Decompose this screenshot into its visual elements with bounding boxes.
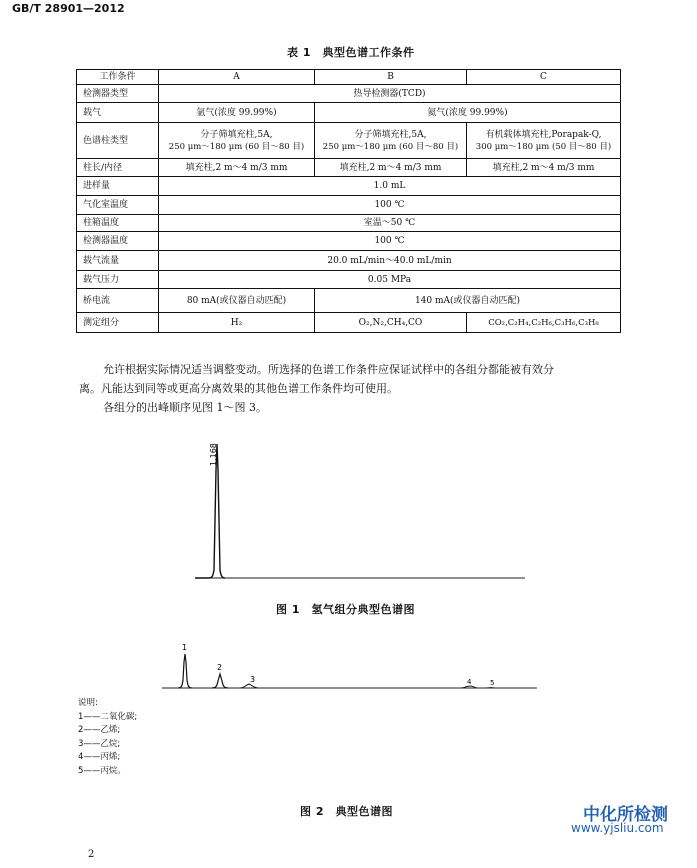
row-label: 柱箱温度 — [77, 215, 159, 232]
cell — [467, 123, 621, 159]
row-label: 进样量 — [77, 177, 159, 196]
table-row — [77, 196, 621, 215]
table-row — [77, 313, 621, 333]
column-header: A — [159, 70, 315, 85]
table-row — [77, 103, 621, 123]
row-label: 柱长/内径 — [77, 159, 159, 177]
peak-label: 5 — [490, 679, 495, 687]
peak-label: 3 — [250, 675, 256, 684]
cell-line: 300 μm～180 μm (50 目～80 目) — [475, 141, 612, 152]
cell-line: 250 μm～180 μm (60 目～80 目) — [168, 141, 305, 152]
cell: 填充柱,2 m～4 m/3 mm — [315, 159, 467, 177]
table-header-row — [77, 70, 621, 85]
peak-label: 4 — [467, 678, 472, 686]
table-row — [77, 289, 621, 313]
cell: 室温～50 ℃ — [159, 215, 621, 232]
table-title: 表 1 典型色谱工作条件 — [287, 46, 415, 59]
cell: 80 mA(或仪器自动匹配) — [159, 289, 315, 313]
cell: CO₂,C₂H₄,C₂H₆,C₃H₆,C₃H₈ — [467, 313, 621, 333]
row-label: 气化室温度 — [77, 196, 159, 215]
chart-peak — [212, 674, 228, 688]
table-row — [77, 123, 621, 159]
table-row — [77, 232, 621, 251]
row-label: 检测器类型 — [77, 85, 159, 103]
cell: 100 ℃ — [159, 232, 621, 251]
cell: 填充柱,2 m～4 m/3 mm — [467, 159, 621, 177]
cell — [315, 123, 467, 159]
table-row — [77, 215, 621, 232]
column-header: 工作条件 — [77, 70, 159, 85]
paragraph-line: 各组分的出峰顺序见图 1～图 3。 — [103, 401, 267, 414]
table-row — [77, 85, 621, 103]
table-row — [77, 159, 621, 177]
cell: 140 mA(或仪器自动匹配) — [315, 289, 621, 313]
table-row — [77, 251, 621, 271]
peak-label: 2 — [217, 663, 223, 672]
chart-peak — [178, 654, 192, 688]
figure2-chromatogram — [160, 640, 540, 692]
cell: 100 ℃ — [159, 196, 621, 215]
legend-item: 2——乙烯; — [78, 725, 121, 735]
paragraph-line: 离。凡能达到同等或更高分离效果的其他色谱工作条件均可使用。 — [79, 382, 398, 395]
peak-label: 1.168 — [209, 443, 218, 466]
legend-item: 1——二氧化碳; — [78, 711, 138, 722]
conditions-table — [76, 69, 621, 333]
cell: 氦气(浓度 99.99%) — [315, 103, 621, 123]
figure2-legend — [78, 697, 137, 778]
row-label: 检测器温度 — [77, 232, 159, 251]
figure1-chromatogram — [190, 430, 530, 585]
column-header: C — [467, 70, 621, 85]
row-label: 载气流量 — [77, 251, 159, 271]
cell: 20.0 mL/min～40.0 mL/min — [159, 251, 621, 271]
row-label: 桥电流 — [77, 289, 159, 313]
cell: 氩气(浓度 99.99%) — [159, 103, 315, 123]
cell — [159, 123, 315, 159]
cell: 热导检测器(TCD) — [159, 85, 621, 103]
legend-item: 3——乙烷; — [78, 738, 121, 749]
row-label: 测定组分 — [77, 313, 159, 333]
column-header: B — [315, 70, 467, 85]
row-label: 色谱柱类型 — [77, 123, 159, 159]
legend-title: 说明: — [78, 698, 98, 708]
figure1-caption: 图 1 氢气组分典型色谱图 — [276, 603, 415, 616]
cell: O₂,N₂,CH₄,CO — [315, 313, 467, 333]
cell-line: 分子筛填充柱,5A, — [200, 129, 273, 140]
cell: 填充柱,2 m～4 m/3 mm — [159, 159, 315, 177]
watermark-brand: 中化所检测 — [583, 805, 668, 825]
figure2-caption: 图 2 典型色谱图 — [300, 805, 393, 818]
standard-number: GB/T 28901—2012 — [12, 2, 125, 15]
cell-line: 有机载体填充柱,Porapak-Q, — [485, 129, 602, 140]
watermark-url: www.yjsliu.com — [571, 821, 664, 835]
table-row — [77, 271, 621, 289]
cell: 0.05 MPa — [159, 271, 621, 289]
peak-label: 1 — [182, 643, 188, 652]
table-row — [77, 177, 621, 196]
paragraph-line: 允许根据实际情况适当调整变动。所选择的色谱工作条件应保证试样中的各组分都能被有效分 — [103, 363, 554, 376]
cell: H₂ — [159, 313, 315, 333]
legend-item: 4——丙烯; — [78, 752, 121, 762]
row-label: 载气 — [77, 103, 159, 123]
cell-line: 分子筛填充柱,5A, — [354, 129, 427, 140]
cell-line: 250 μm～180 μm (60 目～80 目) — [322, 141, 459, 152]
cell: 1.0 mL — [159, 177, 621, 196]
row-label: 载气压力 — [77, 271, 159, 289]
chart-peak — [240, 684, 258, 688]
page-number: 2 — [88, 849, 95, 860]
legend-item: 5——丙烷。 — [78, 765, 126, 776]
